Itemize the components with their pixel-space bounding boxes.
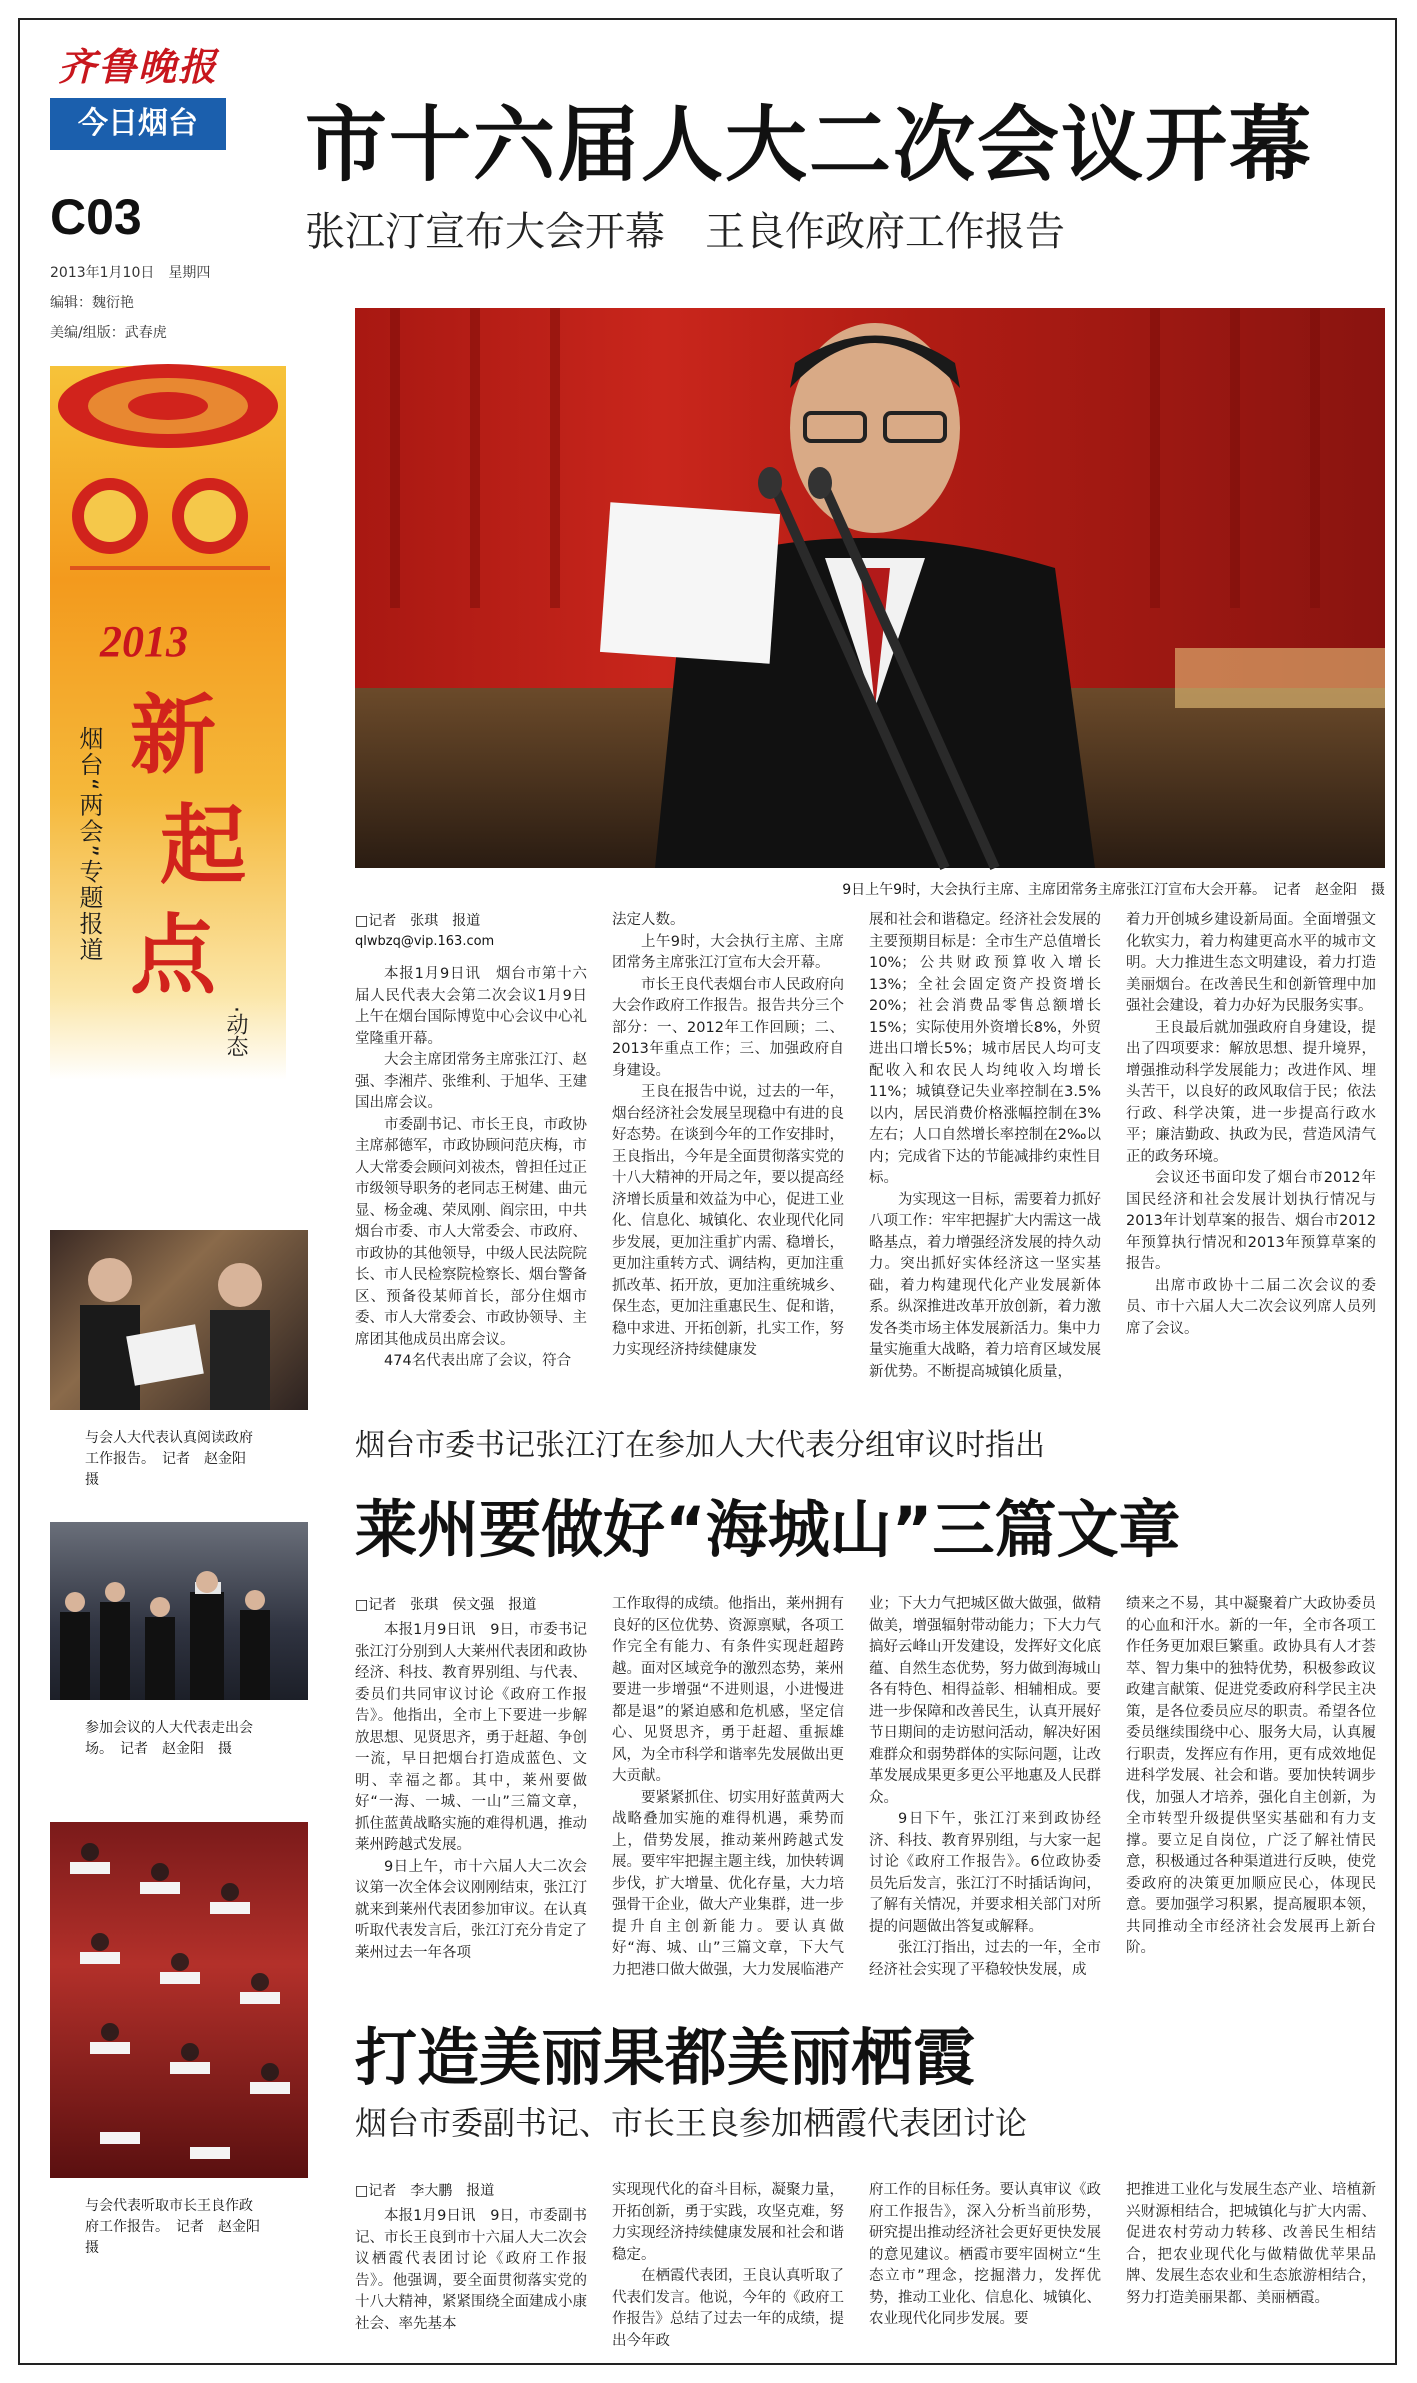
photo-delegates-crowd-icon bbox=[50, 1522, 308, 1700]
side-photo-3-caption: 与会代表听取市长王良作政府工作报告。 记者 赵金阳 摄 bbox=[85, 2198, 274, 2256]
photo-delegates-reading-icon bbox=[50, 1230, 308, 1410]
story2-col1-p2: 9日上午，市十六届人大二次会议第一次全体会议刚刚结束，张江汀就来到莱州代表团参加审议。在认真听取代表发言后，张江汀充分肯定了莱州过去一年各项 bbox=[355, 1858, 587, 1961]
story1-column-3 bbox=[869, 910, 1101, 1384]
story3-subhead: 烟台市委副书记、市长王良参加栖霞代表团讨论 bbox=[355, 2104, 1028, 2142]
section-tag: 今日烟台 bbox=[50, 98, 226, 150]
story3-column-3 bbox=[869, 2180, 1101, 2346]
story1-column-1 bbox=[355, 964, 587, 1384]
story3-col2-p1: 实现现代化的奋斗目标，凝聚力量，开拓创新，勇于实践，攻坚克难，努力实现经济持续健康发展和社会和谐稳定。 bbox=[612, 2182, 844, 2263]
story1-col2-p3: 市长王良代表烟台市人民政府向大会作政府工作报告。报告共分三个部分：一、2012年工作回顾；二、2013年重点工作；三、加强政府自身建设。 bbox=[612, 976, 844, 1079]
story1-email: qlwbzq@vip.163.com bbox=[355, 934, 495, 949]
story1-subhead: 张江汀宣布大会开幕 王良作政府工作报告 bbox=[305, 209, 1065, 255]
side-photo-3 bbox=[50, 1822, 308, 2178]
story1-main-photo bbox=[355, 308, 1385, 868]
story3-column-2 bbox=[612, 2180, 844, 2349]
story1-column-2 bbox=[612, 910, 844, 1384]
side-photo-1 bbox=[50, 1230, 308, 1410]
story1-byline: □记者 张琪 报道 bbox=[355, 913, 481, 929]
story2-headline: 莱州要做好“海城山”三篇文章 bbox=[355, 1493, 1181, 1566]
story3-col3-p1: 府工作的目标任务。要认真审议《政府工作报告》，深入分析当前形势，研究提出推动经济社会更好更快发展的意见建议。栖霞市要牢固树立“生态立市”理念，挖掘潜力，发挥优势，推动工业化、信息化、城镇化、农业现代化同步发展。要 bbox=[869, 2182, 1101, 2327]
story1-col1-p4: 474名代表出席了会议，符合 bbox=[384, 1353, 572, 1369]
banner-title-char-1: 新 bbox=[130, 685, 216, 786]
story1-col1-p1: 本报1月9日讯 烟台市第十六届人民代表大会第二次会议1月9日上午在烟台国际博览中心会议中心礼堂隆重开幕。 bbox=[355, 966, 587, 1047]
story2-col3-p1: 业；下大力气把城区做大做强，做精做美，增强辐射带动能力；下大力气搞好云峰山开发建设，发挥好文化底蕴、自然生态优势，努力做到海城山各有特色、相得益彰、相辅相成。要进一步保障和改善民生，认真开展好节日期间的走访慰问活动，解决好困难群众和弱势群体的实际问题，让改革发展成果更多更公平地惠及人民群众。 bbox=[869, 1596, 1101, 1806]
banner-title-char-2: 起 bbox=[160, 795, 246, 896]
story1-col2-p2: 上午9时，大会执行主席、主席团常务主席张江汀宣布大会开幕。 bbox=[612, 933, 844, 971]
story1-col3-p1: 展和社会和谐稳定。经济社会发展的主要预期目标是：全市生产总值增长10%；公共财政预算收入增长13%；全社会固定资产投资增长20%；社会消费品零售总额增长15%；实际使用外资增长8%，外贸进出口增长5%；城市居民人均可支配收入和农民人均纯收入均增长11%；城镇登记失业率控制在3.5%以内，居民消费价格涨幅控制在3%左右；人口自然增长率控制在2‰以内；完成省下达的节能减排约束性目标。 bbox=[869, 912, 1101, 1186]
story1-col4-p4: 出席市政协十二届二次会议的委员、市十六届人大二次会议列席人员列席了会议。 bbox=[1126, 1277, 1376, 1337]
story2-column-3 bbox=[869, 1594, 1101, 1978]
banner-title-char-3: 点 bbox=[130, 905, 216, 1006]
story1-col3-p2: 为实现这一目标，需要着力抓好八项工作：牢牢把握扩大内需这一战略基点，着力增强经济发展的持久动力。突出抓好实体经济这一坚实基础，着力构建现代化产业发展新体系。纵深推进改革开放创新，着力激发各类市场主体发展新活力。集中力量实施重大战略，着力培育区域发展新优势。不断提高城镇化质量， bbox=[869, 1191, 1101, 1380]
story3-column-1 bbox=[355, 2206, 587, 2346]
photo-assembly-hall-icon bbox=[50, 1822, 308, 2178]
story1-col4-p1: 着力开创城乡建设新局面。全面增强文化软实力，着力构建更高水平的城市文明。大力推进生态文明建设，着力打造美丽烟台。在改善民生和创新管理中加强社会建设，着力办好为民服务实事。 bbox=[1126, 912, 1376, 1014]
story1-col4-p2: 王良最后就加强政府自身建设，提出了四项要求：解放思想、提升境界，增强推动科学发展能力；改进作风、埋头苦干，以良好的政风取信于民；依法行政、科学决策，进一步提高行政水平；廉洁勤政、执政为民，营造风清气正的政务环境。 bbox=[1126, 1019, 1376, 1165]
banner-year: 2013 bbox=[100, 617, 188, 666]
banner-subtitle: 烟台“两会”专题报道 bbox=[75, 726, 103, 963]
story3-headline: 打造美丽果都美丽栖霞 bbox=[355, 2021, 976, 2094]
story2-column-1 bbox=[355, 1620, 587, 1960]
story2-kicker: 烟台市委书记张江汀在参加人大代表分组审议时指出 bbox=[355, 1428, 1045, 1463]
masthead-logo: 齐鲁晚报 bbox=[58, 44, 219, 89]
photo-speaker-at-podium-icon bbox=[355, 308, 1385, 868]
story1-photo-caption: 9日上午9时，大会执行主席、主席团常务主席张江汀宣布大会开幕。 记者 赵金阳 摄 bbox=[842, 882, 1385, 898]
story1-column-4 bbox=[1126, 910, 1376, 1384]
story1-col1-p2: 大会主席团常务主席张江汀、赵强、李湘芹、张维利、于旭华、王建国出席会议。 bbox=[355, 1052, 587, 1111]
story3-col1-p1: 本报1月9日讯 9日，市委副书记、市长王良到市十六届人大二次会议栖霞代表团讨论《政府工作报告》。他强调，要全面贯彻落实党的十八大精神，紧紧围绕全面建成小康社会、率先基本 bbox=[355, 2208, 587, 2332]
side-photo-2 bbox=[50, 1522, 308, 1700]
story1-col2-p4: 王良在报告中说，过去的一年，烟台经济社会发展呈现稳中有进的良好态势。在谈到今年的工作安排时，王良指出，今年是全面贯彻落实党的十八大精神的开局之年，要以提高经济增长质量和效益为中心，促进工业化、信息化、城镇化、农业现代化同步发展，更加注重扩内需、稳增长，更加注重转方式、调结构，更加注重抓改革、拓开放，更加注重统城乡、保生态，更加注重惠民生、促和谐，稳中求进、开拓创新，扎实工作，努力实现经济持续健康发 bbox=[612, 1084, 844, 1358]
issue-date: 2013年1月10日 星期四 bbox=[50, 265, 211, 281]
editor-credit: 编辑：魏衍艳 bbox=[50, 295, 134, 311]
designer-credit: 美编/组版：武春虎 bbox=[50, 325, 167, 341]
story1-col2-p1: 法定人数。 bbox=[612, 912, 685, 928]
banner-tag: ·动态 bbox=[223, 1006, 248, 1057]
story2-col3-p3: 张江汀指出，过去的一年，全市经济社会实现了平稳较快发展，成 bbox=[869, 1940, 1101, 1978]
story2-col2-p2: 要紧紧抓住、切实用好蓝黄两大战略叠加实施的难得机遇，乘势而上，借势发展，推动莱州跨越式发展。要牢牢把握主题主线，加快转调步伐，扩大增量、优化存量，大力培强骨干企业，做大产业集群，进一步提升自主创新能力。要认真做好“海、城、山”三篇文章，下大气力把港口做大做强，大力发展临港产 bbox=[612, 1789, 844, 1978]
story2-column-4 bbox=[1126, 1594, 1376, 1960]
story3-col2-p2: 在栖霞代表团，王良认真听取了代表们发言。他说，今年的《政府工作报告》总结了过去一年的成绩，提出今年政 bbox=[612, 2268, 844, 2349]
story2-byline: □记者 张琪 侯文强 报道 bbox=[355, 1597, 537, 1613]
story1-col4-p3: 会议还书面印发了烟台市2012年国民经济和社会发展计划执行情况与2013年计划草案的报告、烟台市2012年预算执行情况和2013年预算草案的报告。 bbox=[1126, 1170, 1376, 1272]
story2-col2-p1: 工作取得的成绩。他指出，莱州拥有良好的区位优势、资源禀赋，各项工作完全有能力、有条件实现赶超跨越。面对区域竞争的激烈态势，莱州要进一步增强“不进则退，小进慢进都是退”的紧迫感和危机感，坚定信心、见贤思齐，勇于赶超、重振雄风，为全市科学和谐率先发展做出更大贡献。 bbox=[612, 1596, 844, 1784]
side-photo-2-caption: 参加会议的人大代表走出会场。 记者 赵金阳 摄 bbox=[85, 1720, 253, 1757]
story3-col4-p1: 把推进工业化与发展生态产业、培植新兴财源相结合，把城镇化与扩大内需、促进农村劳动力转移、改善民生相结合，把农业现代化与做精做优苹果品牌、发展生态农业和生态旅游相结合，努力打造美丽果都、美丽栖霞。 bbox=[1126, 2182, 1376, 2306]
page-number: C03 bbox=[50, 189, 142, 245]
story2-col1-p1: 本报1月9日讯 9日，市委书记张江汀分别到人大莱州代表团和政协经济、科技、教育界别组、与代表、委员们共同审议讨论《政府工作报告》。他指出，全市上下要进一步解放思想、见贤思齐，勇于赶超、争创一流，早日把烟台打造成蓝色、文明、幸福之都。其中，莱州要做好“一海、一城、一山”三篇文章，抓住蓝黄战略实施的难得机遇，推动莱州跨越式发展。 bbox=[355, 1622, 587, 1853]
side-photo-1-caption: 与会人大代表认真阅读政府工作报告。 记者 赵金阳 摄 bbox=[85, 1430, 260, 1488]
story3-column-4 bbox=[1126, 2180, 1376, 2346]
story1-headline: 市十六届人大二次会议开幕 bbox=[305, 98, 1314, 193]
story2-col3-p2: 9日下午，张江汀来到政协经济、科技、教育界别组，与大家一起讨论《政府工作报告》。6位政协委员先后发言，张江汀不时插话询问，了解有关情况，并要求相关部门对所提的问题做出答复或解释。 bbox=[869, 1811, 1101, 1935]
story3-byline: □记者 李大鹏 报道 bbox=[355, 2183, 495, 2199]
special-report-banner bbox=[50, 366, 286, 1080]
story2-col4-p1: 绩来之不易，其中凝聚着广大政协委员的心血和汗水。新的一年，全市各项工作任务更加艰巨繁重。政协具有人才荟萃、智力集中的独特优势，积极参政议政建言献策、促进党委政府科学民主决策，是各位委员应尽的职责。希望各位委员继续围绕中心、服务大局，认真履行职责，发挥应有作用，更有成效地促进科学发展、社会和谐。要加快转调步伐，加强人才培养，强化自主创新，为全市转型升级提供坚实基础和有力支撑。要立足自岗位，广泛了解社情民意，积极通过各种渠道进行反映，使党委政府的决策更加顺应民心，体现民意。要加强学习积累，提高履职本领，共同推动全市经济社会发展再上新台阶。 bbox=[1126, 1596, 1376, 1956]
story2-column-2 bbox=[612, 1594, 844, 1978]
story1-col1-p3: 市委副书记、市长王良，市政协主席郝德军，市政协顾问范庆梅，市人大常委会顾问刘祓杰，曾担任过正市级领导职务的老同志王树建、曲元显、杨金魂、荣凤刚、阎宗田，中共烟台市委、市人大常委会、市政府、市政协的其他领导，中级人民法院院长、市人民检察院检察长、烟台警备区、预备役某师首长，部分住烟市委、市人大常委会、市政协领导、主席团其他成员出席会议。 bbox=[355, 1116, 587, 1348]
